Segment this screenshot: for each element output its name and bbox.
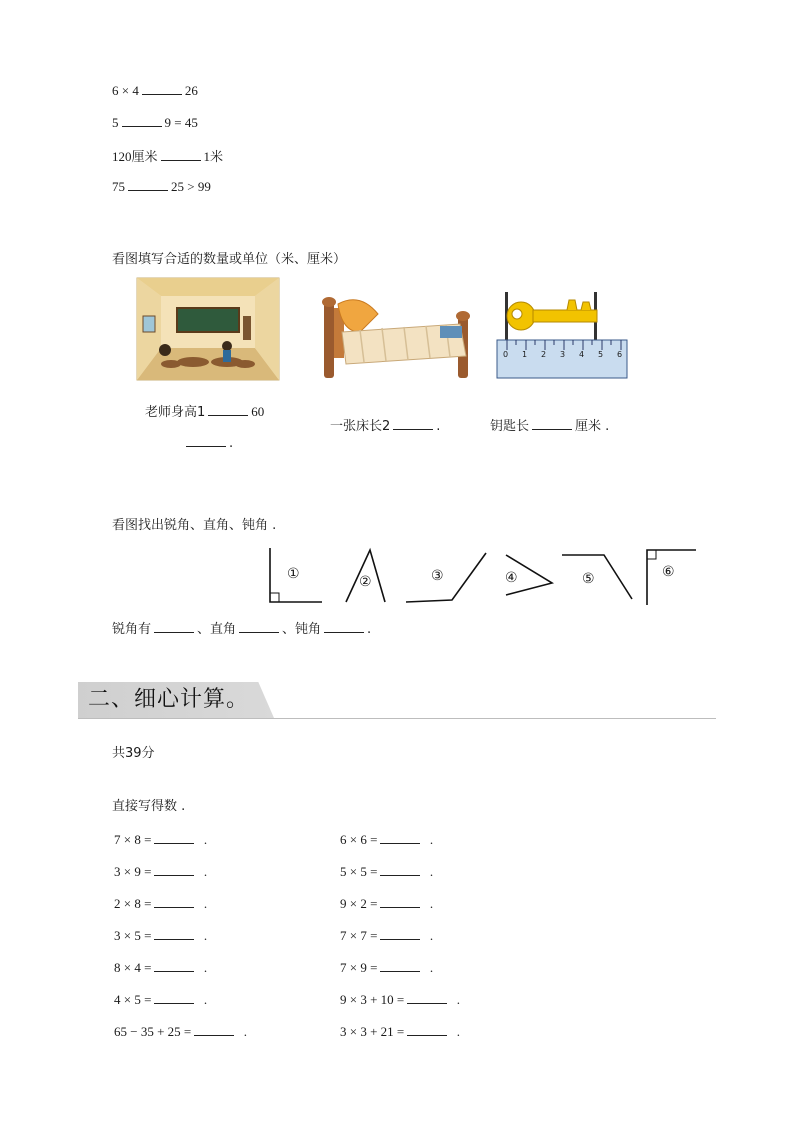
compare-line-1: [112, 83, 198, 99]
ruler-tick-label: 0: [503, 350, 509, 359]
calc-item: 6 × 6 = .: [340, 832, 434, 847]
angles-figure: [260, 545, 705, 610]
compare-right: 26: [184, 83, 198, 98]
answer-blank[interactable]: [154, 961, 194, 972]
answer-blank[interactable]: [186, 436, 226, 447]
section-score: 共39分: [112, 746, 155, 761]
angle-label-5: ⑤: [582, 571, 595, 587]
ruler-tick-label: 1: [522, 350, 528, 359]
answer-blank[interactable]: [208, 405, 248, 416]
compare-left: 75: [112, 179, 125, 194]
answer-blank[interactable]: [194, 1025, 234, 1036]
answer-blank[interactable]: [154, 897, 194, 908]
answer-blank[interactable]: [393, 419, 433, 430]
key-length-line: 钥匙长 厘米 .: [490, 419, 610, 434]
angle-label-6: ⑥: [662, 564, 675, 580]
answer-blank[interactable]: [122, 116, 162, 127]
bed-length-line: 一张床长2 .: [330, 419, 441, 434]
compare-right: 9 = 45: [164, 115, 198, 130]
compare-left: 120厘米: [112, 149, 158, 164]
ruler-tick-label: 6: [617, 350, 623, 359]
answer-blank[interactable]: [324, 622, 364, 633]
answer-blank[interactable]: [161, 150, 201, 161]
section-title: 二、细心计算。: [88, 687, 250, 712]
angles-answer-line: 锐角有 、直角 、钝角 .: [112, 622, 372, 637]
answer-blank[interactable]: [380, 929, 420, 940]
compare-line-4: [112, 179, 211, 195]
angle-label-2: ②: [359, 574, 372, 590]
calc-item: 7 × 7 = .: [340, 928, 434, 943]
answer-blank[interactable]: [154, 865, 194, 876]
calc-item: 65 − 35 + 25 = .: [114, 1024, 247, 1039]
calc-item: 4 × 5 = .: [114, 992, 208, 1007]
answer-blank[interactable]: [154, 929, 194, 940]
teacher-unit-line: .: [183, 435, 233, 453]
compare-line-3: [112, 146, 223, 165]
answer-blank[interactable]: [407, 1025, 447, 1036]
calc-item: 8 × 4 = .: [114, 960, 208, 975]
answer-blank[interactable]: [407, 993, 447, 1004]
angle-label-1: ①: [287, 566, 300, 582]
answer-blank[interactable]: [380, 833, 420, 844]
teacher-height-line: 老师身高1 60: [145, 404, 265, 420]
calc-item: 5 × 5 = .: [340, 864, 434, 879]
angle-label-3: ③: [431, 568, 444, 584]
answer-blank[interactable]: [128, 180, 168, 191]
calc-item: 9 × 2 = .: [340, 896, 434, 911]
compare-line-2: [112, 115, 198, 131]
calc-item: 2 × 8 = .: [114, 896, 208, 911]
answer-blank[interactable]: [380, 897, 420, 908]
ruler-tick-label: 5: [598, 350, 604, 359]
calc-item: 7 × 8 = .: [114, 832, 208, 847]
ruler-tick-label: 4: [579, 350, 585, 359]
calc-item: 7 × 9 = .: [340, 960, 434, 975]
answer-blank[interactable]: [142, 84, 182, 95]
answer-blank[interactable]: [380, 865, 420, 876]
answer-blank[interactable]: [380, 961, 420, 972]
answer-blank[interactable]: [154, 833, 194, 844]
section-divider: [78, 718, 716, 719]
bed-picture: [320, 292, 472, 378]
answer-blank[interactable]: [154, 622, 194, 633]
calc-item: 3 × 5 = .: [114, 928, 208, 943]
units-question-prompt: 看图填写合适的数量或单位（米、厘米）: [112, 252, 347, 267]
compare-right: 1米: [203, 149, 224, 164]
answer-blank[interactable]: [154, 993, 194, 1004]
ruler: [497, 340, 627, 378]
calc-prompt: 直接写得数 .: [112, 799, 186, 814]
calc-item: 9 × 3 + 10 = .: [340, 992, 460, 1007]
answer-blank[interactable]: [532, 419, 572, 430]
compare-left: 5: [112, 115, 119, 130]
calc-item: 3 × 9 = .: [114, 864, 208, 879]
ruler-tick-label: 3: [560, 350, 566, 359]
compare-left: 6 × 4: [112, 83, 139, 98]
calc-item: 3 × 3 + 21 = .: [340, 1024, 460, 1039]
angles-question-prompt: 看图找出锐角、直角、钝角 .: [112, 518, 277, 533]
ruler-tick-label: 2: [541, 350, 547, 359]
angle-label-4: ④: [505, 570, 518, 586]
classroom-picture: [137, 278, 279, 380]
compare-right: 25 > 99: [171, 179, 211, 194]
answer-blank[interactable]: [239, 622, 279, 633]
